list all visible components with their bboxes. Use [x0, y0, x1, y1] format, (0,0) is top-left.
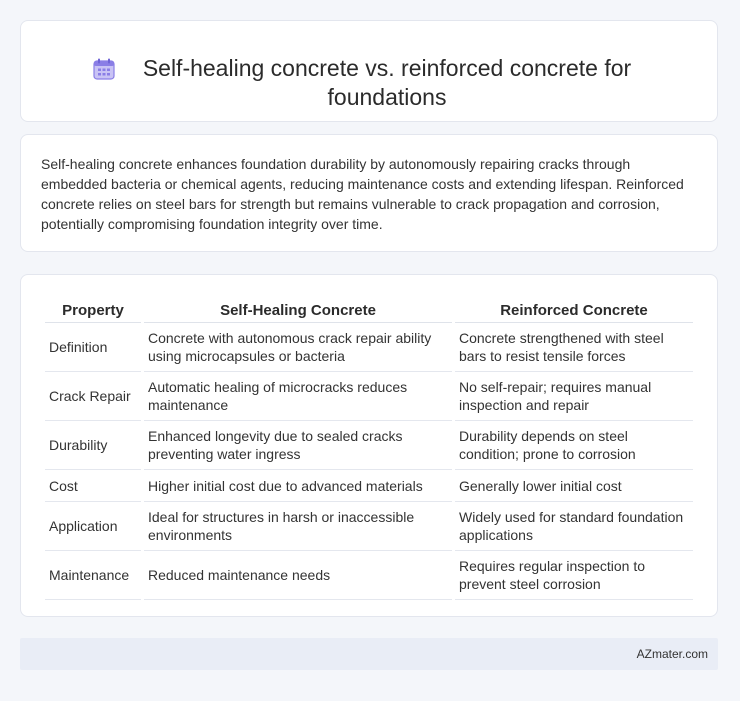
- summary-card: [20, 134, 718, 252]
- footer-source-link[interactable]: AZmater.com: [636, 647, 708, 661]
- footer: [20, 638, 718, 670]
- table-row: [45, 502, 693, 551]
- table-row: [45, 421, 693, 470]
- title-row: [69, 30, 669, 112]
- comparison-table: [42, 295, 696, 600]
- property-cell: Maintenance: [45, 551, 141, 600]
- self-healing-cell: Higher initial cost due to advanced materials: [144, 470, 452, 502]
- title-card: [20, 20, 718, 122]
- property-cell: Definition: [45, 323, 141, 372]
- column-header-property: Property: [45, 295, 141, 323]
- table-header-row: [45, 295, 693, 323]
- property-cell: Cost: [45, 470, 141, 502]
- property-cell: Application: [45, 502, 141, 551]
- self-healing-cell: Enhanced longevity due to sealed cracks preventing water ingress: [144, 421, 452, 470]
- self-healing-cell: Reduced maintenance needs: [144, 551, 452, 600]
- column-header-reinforced: Reinforced Concrete: [455, 295, 693, 323]
- table-row: [45, 551, 693, 600]
- reinforced-cell: Widely used for standard foundation applications: [455, 502, 693, 551]
- reinforced-cell: No self-repair; requires manual inspection and repair: [455, 372, 693, 421]
- property-cell: Durability: [45, 421, 141, 470]
- comparison-table-card: [20, 274, 718, 617]
- self-healing-cell: Concrete with autonomous crack repair ability using microcapsules or bacteria: [144, 323, 452, 372]
- self-healing-cell: Ideal for structures in harsh or inaccessible environments: [144, 502, 452, 551]
- table-row: [45, 323, 693, 372]
- reinforced-cell: Concrete strengthened with steel bars to resist tensile forces: [455, 323, 693, 372]
- table-row: [45, 372, 693, 421]
- self-healing-cell: Automatic healing of microcracks reduces maintenance: [144, 372, 452, 421]
- reinforced-cell: Requires regular inspection to prevent steel corrosion: [455, 551, 693, 600]
- page-title: Self-healing concrete vs. reinforced concrete for foundations: [142, 55, 632, 110]
- table-row: [45, 470, 693, 502]
- column-header-self-healing: Self-Healing Concrete: [144, 295, 452, 323]
- property-cell: Crack Repair: [45, 372, 141, 421]
- reinforced-cell: Generally lower initial cost: [455, 470, 693, 502]
- calendar-icon: [91, 56, 117, 82]
- reinforced-cell: Durability depends on steel condition; prone to corrosion: [455, 421, 693, 470]
- summary-text: Self-healing concrete enhances foundation durability by autonomously repairing cracks through embedded bacteria or chemical agents, reducing maintenance costs and extending lifespan. Reinforced concrete relies on steel bars for strength but remains vulnerable to crack propagation and corrosion, potentially compromising foundation integrity over time.: [41, 156, 684, 232]
